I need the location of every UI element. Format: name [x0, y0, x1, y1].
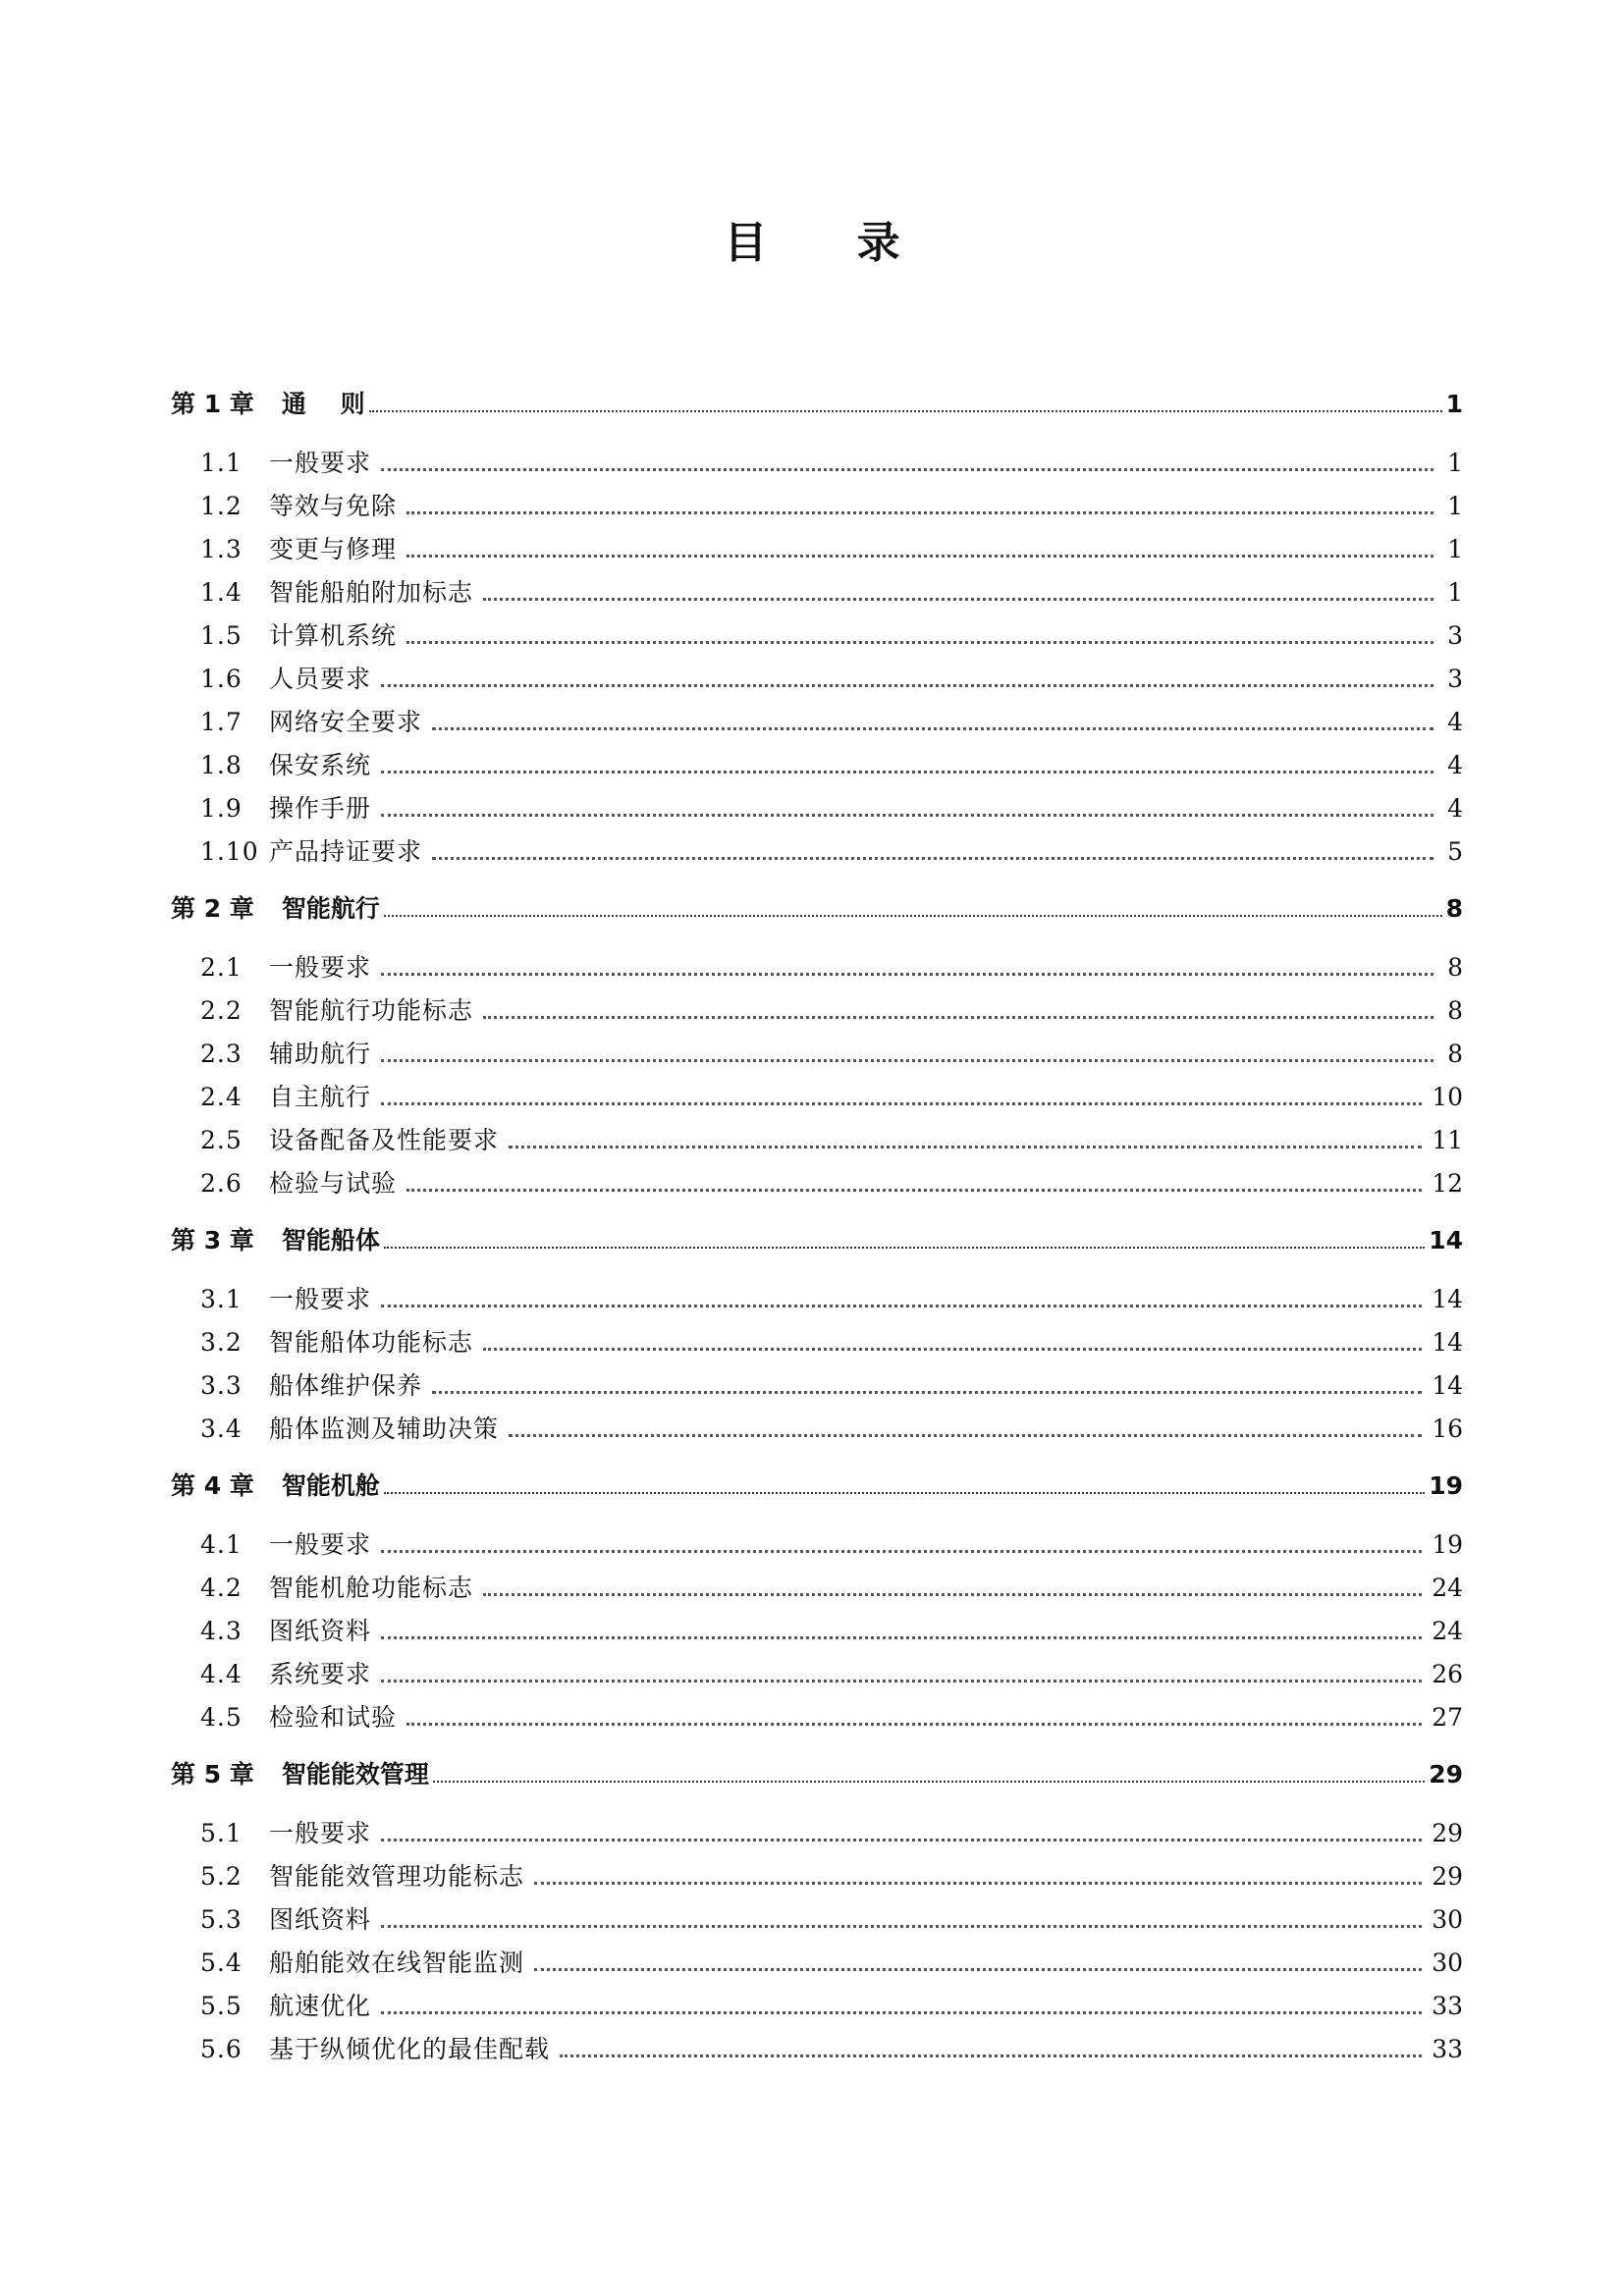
section-title: 保安系统 — [269, 751, 372, 779]
section-page-number: 30 — [1432, 1905, 1463, 1934]
section-number: 5.6 — [200, 2035, 243, 2063]
dot-leader — [534, 1967, 1422, 1971]
dot-leader — [381, 1679, 1422, 1682]
section-number: 2.3 — [200, 1040, 243, 1068]
section-number: 5.2 — [200, 1862, 243, 1891]
section-list — [171, 1278, 1463, 1451]
toc-section-entry[interactable] — [171, 830, 1463, 874]
section-number: 2.6 — [200, 1169, 243, 1198]
section-page-number: 1 — [1447, 449, 1463, 477]
toc-section-entry[interactable] — [171, 989, 1463, 1033]
dot-leader — [381, 1924, 1422, 1928]
section-page-number: 16 — [1432, 1415, 1463, 1443]
section-title: 一般要求 — [269, 1819, 372, 1847]
chapter-page-number: 1 — [1445, 390, 1463, 418]
dot-leader — [406, 1188, 1422, 1192]
section-title: 产品持证要求 — [269, 837, 423, 866]
dot-leader — [381, 1304, 1422, 1308]
table-of-contents — [171, 383, 1463, 2085]
section-number: 5.1 — [200, 1819, 243, 1847]
section-page-number: 14 — [1432, 1328, 1463, 1357]
toc-chapter-entry[interactable] — [171, 1753, 1463, 1796]
toc-section-entry[interactable] — [171, 1567, 1463, 1610]
section-title: 检验与试验 — [269, 1169, 398, 1198]
chapter-title: 智能航行 — [281, 894, 380, 923]
section-number: 4.4 — [200, 1660, 243, 1688]
dot-leader — [381, 1058, 1434, 1062]
section-number: 1.8 — [200, 751, 243, 779]
toc-chapter-entry[interactable] — [171, 1465, 1463, 1508]
section-title: 自主航行 — [269, 1083, 372, 1111]
section-list — [171, 442, 1463, 874]
toc-section-entry[interactable] — [171, 1696, 1463, 1739]
section-title: 船体监测及辅助决策 — [269, 1415, 500, 1443]
section-title: 一般要求 — [269, 1530, 372, 1559]
section-number: 4.1 — [200, 1530, 243, 1559]
section-number: 1.9 — [200, 794, 243, 823]
dot-leader — [534, 1881, 1422, 1885]
section-number: 3.2 — [200, 1328, 243, 1357]
chapter-page-number: 8 — [1445, 894, 1463, 923]
toc-section-entry[interactable] — [171, 658, 1463, 701]
section-page-number: 1 — [1447, 535, 1463, 563]
chapter-group — [171, 383, 1463, 874]
toc-section-entry[interactable] — [171, 1610, 1463, 1653]
section-title: 系统要求 — [269, 1660, 372, 1688]
section-page-number: 29 — [1432, 1862, 1463, 1891]
section-page-number: 12 — [1432, 1169, 1463, 1198]
section-number: 1.10 — [200, 837, 259, 866]
section-number: 2.1 — [200, 953, 243, 982]
dot-leader — [384, 914, 1442, 917]
section-page-number: 3 — [1447, 665, 1463, 693]
section-title: 人员要求 — [269, 665, 372, 693]
section-page-number: 33 — [1432, 2035, 1463, 2063]
section-number: 2.4 — [200, 1083, 243, 1111]
toc-section-entry[interactable] — [171, 1523, 1463, 1567]
section-page-number: 5 — [1447, 837, 1463, 866]
section-title: 图纸资料 — [269, 1905, 372, 1934]
section-page-number: 14 — [1432, 1285, 1463, 1313]
toc-section-entry[interactable] — [171, 485, 1463, 528]
toc-section-entry[interactable] — [171, 1408, 1463, 1451]
toc-section-entry[interactable] — [171, 571, 1463, 614]
section-page-number: 1 — [1447, 578, 1463, 607]
chapter-number: 第 1 章 — [171, 390, 254, 418]
chapter-group — [171, 1753, 1463, 2071]
chapter-number: 第 5 章 — [171, 1760, 254, 1789]
toc-section-entry[interactable] — [171, 442, 1463, 485]
section-number: 4.2 — [200, 1574, 243, 1602]
section-number: 1.2 — [200, 492, 243, 520]
section-title: 一般要求 — [269, 1285, 372, 1313]
dot-leader — [384, 1246, 1425, 1249]
section-page-number: 26 — [1432, 1660, 1463, 1688]
chapter-page-number: 19 — [1429, 1471, 1463, 1500]
section-page-number: 24 — [1432, 1617, 1463, 1645]
section-title: 智能船舶附加标志 — [269, 578, 474, 607]
toc-section-entry[interactable] — [171, 1985, 1463, 2028]
toc-chapter-entry[interactable] — [171, 1219, 1463, 1262]
dot-leader — [381, 683, 1434, 687]
section-title: 基于纵倾优化的最佳配载 — [269, 2035, 551, 2063]
dot-leader — [406, 510, 1434, 514]
section-title: 网络安全要求 — [269, 708, 423, 736]
section-title: 辅助航行 — [269, 1040, 372, 1068]
dot-leader — [483, 597, 1434, 601]
dot-leader — [560, 2054, 1422, 2057]
dot-leader — [509, 1145, 1422, 1148]
toc-section-entry[interactable] — [171, 1321, 1463, 1364]
section-title: 检验和试验 — [269, 1703, 398, 1732]
section-title: 一般要求 — [269, 449, 372, 477]
section-title: 船体维护保养 — [269, 1371, 423, 1400]
section-title: 变更与修理 — [269, 535, 398, 563]
chapter-number: 第 2 章 — [171, 894, 254, 923]
chapter-group — [171, 1465, 1463, 1739]
toc-section-entry[interactable] — [171, 528, 1463, 571]
section-number: 1.7 — [200, 708, 243, 736]
dot-leader — [381, 2010, 1422, 2014]
toc-section-entry[interactable] — [171, 1898, 1463, 1942]
dot-leader — [381, 1101, 1422, 1105]
dot-leader — [381, 467, 1434, 471]
chapter-group — [171, 887, 1463, 1205]
chapter-title: 智能能效管理 — [281, 1760, 429, 1789]
section-page-number: 3 — [1447, 621, 1463, 650]
section-page-number: 11 — [1432, 1126, 1463, 1154]
dot-leader — [509, 1433, 1422, 1437]
section-title: 等效与免除 — [269, 492, 398, 520]
toc-section-entry[interactable] — [171, 1033, 1463, 1076]
chapter-group — [171, 1219, 1463, 1451]
toc-section-entry[interactable] — [171, 1653, 1463, 1696]
section-list — [171, 1523, 1463, 1739]
section-title: 计算机系统 — [269, 621, 398, 650]
dot-leader — [381, 770, 1434, 774]
dot-leader — [483, 1015, 1434, 1019]
toc-section-entry[interactable] — [171, 1076, 1463, 1119]
section-page-number: 24 — [1432, 1574, 1463, 1602]
toc-chapter-entry[interactable] — [171, 383, 1463, 426]
toc-section-entry[interactable] — [171, 2028, 1463, 2071]
section-page-number: 29 — [1432, 1819, 1463, 1847]
section-number: 2.2 — [200, 996, 243, 1025]
toc-chapter-entry[interactable] — [171, 887, 1463, 931]
section-title: 设备配备及性能要求 — [269, 1126, 500, 1154]
section-page-number: 8 — [1447, 996, 1463, 1025]
section-page-number: 30 — [1432, 1949, 1463, 1977]
section-number: 5.3 — [200, 1905, 243, 1934]
section-number: 5.4 — [200, 1949, 243, 1977]
section-number: 4.3 — [200, 1617, 243, 1645]
section-list — [171, 946, 1463, 1205]
toc-section-entry[interactable] — [171, 744, 1463, 787]
chapter-title: 智能机舱 — [281, 1471, 380, 1500]
section-page-number: 8 — [1447, 953, 1463, 982]
section-page-number: 4 — [1447, 708, 1463, 736]
dot-leader — [381, 972, 1434, 976]
dot-leader — [433, 1780, 1425, 1783]
section-number: 5.5 — [200, 1992, 243, 2020]
section-number: 3.1 — [200, 1285, 243, 1313]
section-number: 1.4 — [200, 578, 243, 607]
section-number: 3.4 — [200, 1415, 243, 1443]
dot-leader — [406, 1722, 1422, 1726]
dot-leader — [369, 409, 1442, 412]
toc-section-entry[interactable] — [171, 614, 1463, 658]
section-title: 图纸资料 — [269, 1617, 372, 1645]
toc-section-entry[interactable] — [171, 701, 1463, 744]
toc-section-entry[interactable] — [171, 946, 1463, 989]
dot-leader — [432, 726, 1434, 730]
section-page-number: 19 — [1432, 1530, 1463, 1559]
section-page-number: 4 — [1447, 794, 1463, 823]
section-title: 智能航行功能标志 — [269, 996, 474, 1025]
toc-section-entry[interactable] — [171, 1364, 1463, 1408]
dot-leader — [483, 1592, 1422, 1596]
section-title: 船舶能效在线智能监测 — [269, 1949, 525, 1977]
chapter-title: 通 则 — [281, 390, 365, 418]
section-number: 1.3 — [200, 535, 243, 563]
section-list — [171, 1812, 1463, 2071]
section-page-number: 14 — [1432, 1371, 1463, 1400]
toc-section-entry[interactable] — [171, 1812, 1463, 1855]
section-page-number: 4 — [1447, 751, 1463, 779]
section-title: 智能能效管理功能标志 — [269, 1862, 525, 1891]
section-number: 1.5 — [200, 621, 243, 650]
dot-leader — [432, 856, 1434, 860]
toc-section-entry[interactable] — [171, 787, 1463, 830]
dot-leader — [483, 1347, 1422, 1351]
toc-section-entry[interactable] — [171, 1119, 1463, 1162]
toc-section-entry[interactable] — [171, 1278, 1463, 1321]
toc-section-entry[interactable] — [171, 1942, 1463, 1985]
toc-section-entry[interactable] — [171, 1855, 1463, 1898]
chapter-page-number: 14 — [1429, 1226, 1463, 1255]
section-page-number: 10 — [1432, 1083, 1463, 1111]
page-title: 目 录 — [724, 218, 938, 268]
section-title: 航速优化 — [269, 1992, 372, 2020]
chapter-number: 第 3 章 — [171, 1226, 254, 1255]
section-number: 1.6 — [200, 665, 243, 693]
section-page-number: 8 — [1447, 1040, 1463, 1068]
section-page-number: 27 — [1432, 1703, 1463, 1732]
toc-section-entry[interactable] — [171, 1162, 1463, 1205]
section-title: 操作手册 — [269, 794, 372, 823]
chapter-page-number: 29 — [1429, 1760, 1463, 1789]
section-title: 智能船体功能标志 — [269, 1328, 474, 1357]
chapter-number: 第 4 章 — [171, 1471, 254, 1500]
dot-leader — [381, 1549, 1422, 1553]
section-page-number: 33 — [1432, 1992, 1463, 2020]
section-page-number: 1 — [1447, 492, 1463, 520]
dot-leader — [381, 1838, 1422, 1842]
dot-leader — [384, 1491, 1425, 1494]
section-number: 3.3 — [200, 1371, 243, 1400]
dot-leader — [406, 640, 1434, 644]
section-title: 智能机舱功能标志 — [269, 1574, 474, 1602]
section-number: 4.5 — [200, 1703, 243, 1732]
chapter-title: 智能船体 — [281, 1226, 380, 1255]
dot-leader — [432, 1390, 1422, 1394]
dot-leader — [406, 554, 1434, 558]
section-number: 1.1 — [200, 449, 243, 477]
section-number: 2.5 — [200, 1126, 243, 1154]
dot-leader — [381, 813, 1434, 817]
section-title: 一般要求 — [269, 953, 372, 982]
dot-leader — [381, 1635, 1422, 1639]
